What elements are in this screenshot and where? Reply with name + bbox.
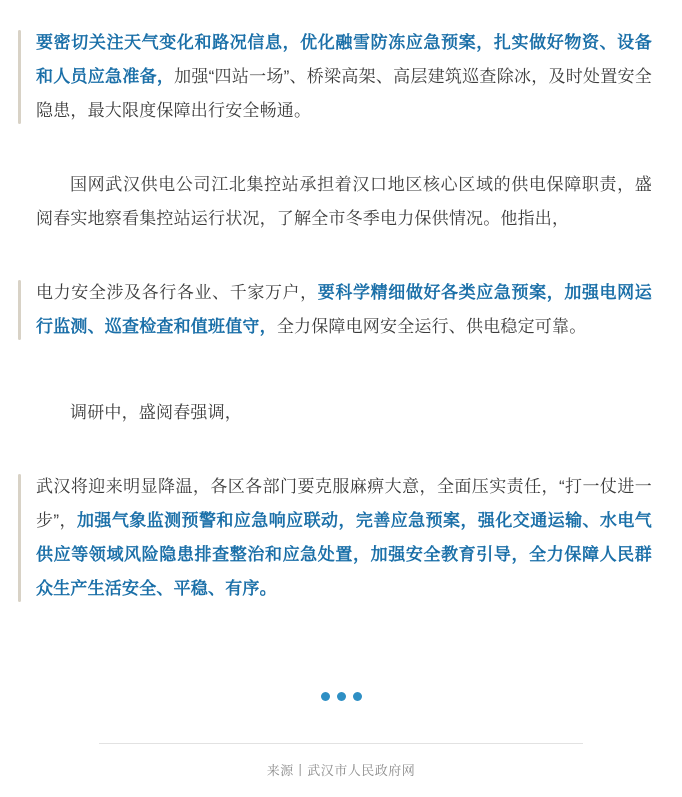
paragraph-5-run-1: 武汉将迎来明显降温，各区各部门要克服麻痹大意，全面压实责任，“打一仗进一步”， [36,477,652,530]
spacer-3 [0,344,682,396]
paragraph-1 [0,26,682,128]
divider-dot-icon [337,692,346,701]
paragraph-1-run-2: 加强“四站一场”、桥梁高架、高层建筑巡查除冰，及时处置安全隐患，最大限度保障出行安全畅通。 [36,67,652,120]
spacer-4 [0,430,682,470]
divider-dot-icon [353,692,362,701]
spacer-1 [0,128,682,168]
spacer-top [0,0,682,26]
paragraph-5 [0,470,682,606]
spacer-5 [0,606,682,658]
paragraph-2-run-1: 国网武汉供电公司江北集控站承担着汉口地区核心区域的供电保障职责，盛阅春实地察看集控站运行状况，了解全市冬季电力保供情况。他指出， [36,175,652,228]
section-divider-dots [0,658,682,731]
paragraph-3 [0,276,682,344]
paragraph-1-run-1: 要密切关注天气变化和路况信息，优化融雪防冻应急预案，扎实做好物资、设备和人员应急准备， [36,33,652,86]
paragraph-3-run-1: 电力安全涉及各行各业、千家万户， [36,283,318,302]
paragraph-2 [0,168,682,236]
divider-dot-icon [321,692,330,701]
paragraph-5-run-2: 加强气象监测预警和应急响应联动，完善应急预案，强化交通运输、水电气供应等领域风险隐患排查整治和应急处置，加强安全教育引导，全力保障人民群众生产生活安全、平稳、有序。 [36,511,652,598]
paragraph-4 [0,396,682,430]
paragraph-3-run-2: 要科学精细做好各类应急预案，加强电网运行监测、巡查检查和值班值守， [36,283,652,336]
source-label: 来源丨武汉市人民政府网 [266,763,416,778]
paragraph-3-run-3: 全力保障电网安全运行、供电稳定可靠。 [276,317,587,336]
spacer-2 [0,236,682,276]
paragraph-4-run-1: 调研中，盛阅春强调， [70,403,242,422]
